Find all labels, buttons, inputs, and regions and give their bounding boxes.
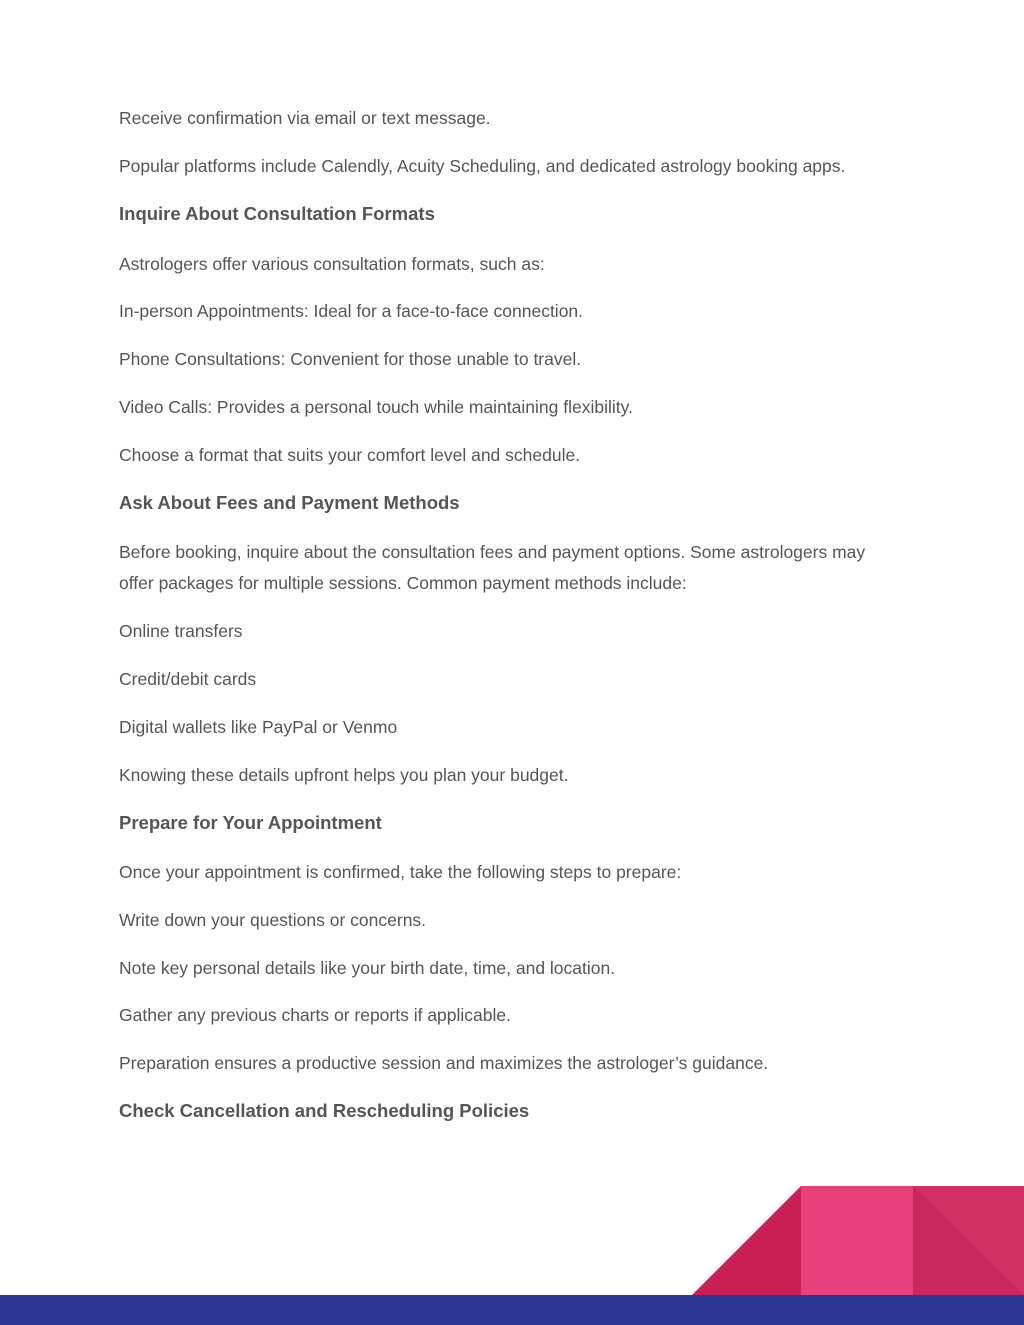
heading-fees-payment: Ask About Fees and Payment Methods	[119, 492, 460, 513]
text-budget: Knowing these details upfront helps you plan your budget.	[119, 765, 569, 785]
footer-pink-block	[801, 1186, 913, 1295]
text-prepare-intro: Once your appointment is confirmed, take the following steps to prepare:	[119, 862, 682, 882]
footer-triangle-shape	[692, 1186, 801, 1295]
text-preparation-ensures: Preparation ensures a productive session and maximizes the astrologer’s guidance.	[119, 1053, 769, 1073]
text-confirmation: Receive confirmation via email or text message.	[119, 108, 491, 128]
heading-consultation-formats: Inquire About Consultation Formats	[119, 203, 435, 224]
text-phone: Phone Consultations: Convenient for those unable to travel.	[119, 349, 582, 369]
text-video: Video Calls: Provides a personal touch while maintaining flexibility.	[119, 397, 633, 417]
text-popular-platforms: Popular platforms include Calendly, Acuity Scheduling, and dedicated astrology booking apps.	[119, 156, 846, 176]
text-in-person: In-person Appointments: Ideal for a face-to-face connection.	[119, 301, 584, 321]
text-choose-format: Choose a format that suits your comfort level and schedule.	[119, 445, 581, 465]
text-cards: Credit/debit cards	[119, 669, 257, 689]
text-questions: Write down your questions or concerns.	[119, 910, 427, 930]
text-formats-intro: Astrologers offer various consultation formats, such as:	[119, 254, 545, 274]
text-digital-wallets: Digital wallets like PayPal or Venmo	[119, 717, 398, 737]
text-fees-intro: Before booking, inquire about the consultation fees and payment options. Some astrologers may offer packages for multiple sessions. Common payment methods include:	[119, 542, 866, 593]
heading-prepare: Prepare for Your Appointment	[119, 812, 382, 833]
text-previous-charts: Gather any previous charts or reports if applicable.	[119, 1005, 511, 1025]
text-personal-details: Note key personal details like your birth date, time, and location.	[119, 958, 616, 978]
heading-cancellation: Check Cancellation and Rescheduling Policies	[119, 1100, 530, 1121]
footer-bar	[0, 1295, 1024, 1325]
text-online-transfers: Online transfers	[119, 621, 243, 641]
